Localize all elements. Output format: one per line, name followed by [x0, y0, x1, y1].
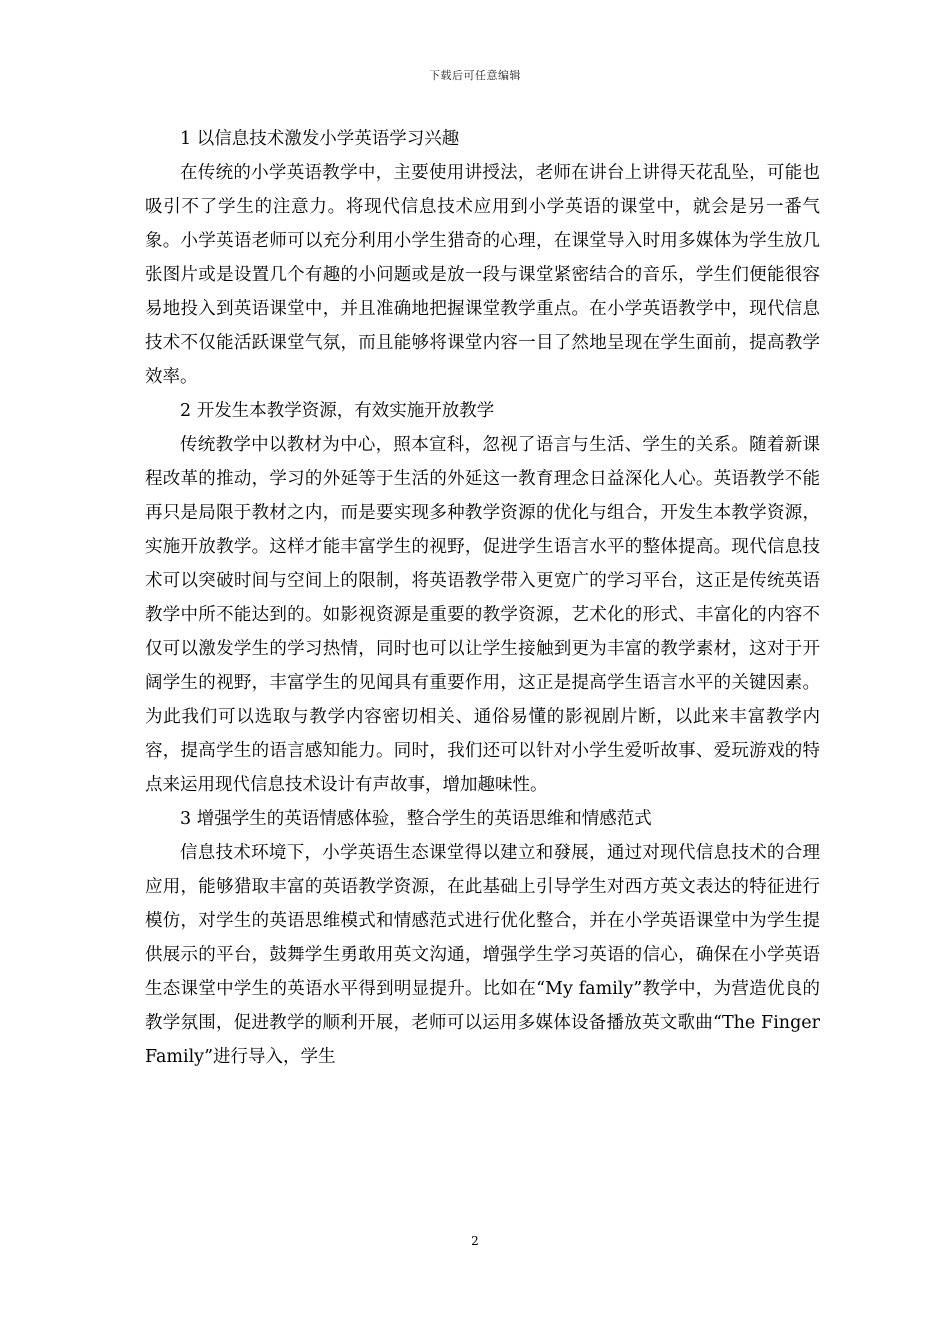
- section-paragraph-1: 在传统的小学英语教学中，主要使用讲授法，老师在讲台上讲得天花乱坠，可能也吸引不了学生的注意力。将现代信息技术应用到小学英语的课堂中，就会是另一番气象。小学英语老师可以充分利用小学生猎奇的心理，在课堂导入时用多媒体为学生放几张图片或是设置几个有趣的小问题或是放一段与课堂紧密结合的音乐，学生们便能很容易地投入到英语课堂中，并且准确地把握课堂教学重点。在小学英语教学中，现代信息技术不仅能活跃课堂气氛，而且能够将课堂内容一目了然地呈现在学生面前，提高教学效率。: [145, 163, 820, 387]
- document-body: [145, 122, 820, 1074]
- page-number: 2: [471, 1234, 479, 1248]
- section-paragraph-2: 传统教学中以教材为中心，照本宣科，忽视了语言与生活、学生的关系。随着新课程改革的推动，学习的外延等于生活的外延这一教育理念日益深化人心。英语教学不能再只是局限于教材之内，而是要实现多种教学资源的优化与组合，开发生本教学资源，实施开放教学。这样才能丰富学生的视野，促进学生语言水平的整体提高。现代信息技术可以突破时间与空间上的限制，将英语教学带入更宽广的学习平台，这正是传统英语教学中所不能达到的。如影视资源是重要的教学资源，艺术化的形式、丰富化的内容不仅可以激发学生的学习热情，同时也可以让学生接触到更为丰富的教学素材，这对于开阔学生的视野，丰富学生的见闻具有重要作用，这正是提高学生语言水平的关键因素。为此我们可以选取与教学内容密切相关、通俗易懂的影视剧片断，以此来丰富教学内容，提高学生的语言感知能力。同时，我们还可以针对小学生爱听故事、爱玩游戏的特点来运用现代信息技术设计有声故事，增加趣味性。: [145, 435, 820, 795]
- page-header: 下载后可任意编辑: [429, 69, 521, 82]
- section-heading-3: 3 增强学生的英语情感体验，整合学生的英语思维和情感范式: [180, 809, 652, 829]
- section-paragraph-3: 信息技术环境下，小学英语生态课堂得以建立和發展，通过对现代信息技术的合理应用，能够猎取丰富的英语教学资源，在此基础上引导学生对西方英文表达的特征进行模仿，对学生的英语思维模式和情感范式进行优化整合，并在小学英语课堂中为学生提供展示的平台，鼓舞学生勇敢用英文沟通，增强学生学习英语的信心，确保在小学英语生态课堂中学生的英语水平得到明显提升。比如在“My family”教学中，为营造优良的教学氛围，促进教学的顺利开展，老师可以运用多媒体设备播放英文歌曲“The Finger Family”进行导入，学生: [145, 843, 820, 1067]
- section-heading-1: 1 以信息技术激发小学英语学习兴趣: [180, 129, 460, 149]
- section-heading-2: 2 开发生本教学资源，有效实施开放教学: [180, 401, 495, 421]
